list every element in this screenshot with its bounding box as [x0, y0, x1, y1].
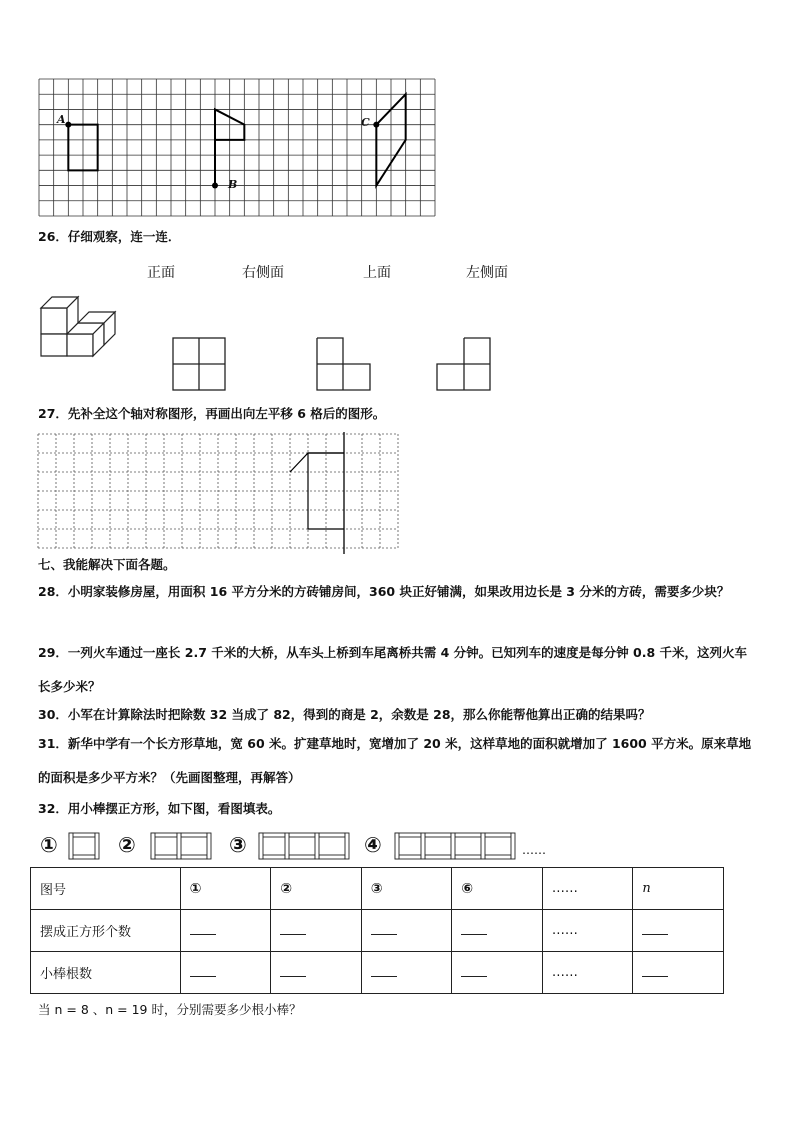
figure-ellipsis: …… — [522, 843, 546, 857]
col-header-2: ② — [271, 868, 362, 910]
answer-blank[interactable] — [633, 952, 724, 994]
question-29: 29．一列火车通过一座长 2.7 千米的大桥，从车头上桥到车尾离桥共需 4 分钟。已知列车的速度是每分钟 0.8 千米，这列火车长多少米？ — [38, 645, 747, 694]
col-header-3: ③ — [361, 868, 452, 910]
question-31: 31．新华中学有一个长方形草地，宽 60 米。扩建草地时，宽增加了 20 米，这样草地的面积就增加了 1600 平方米。原来草地的面积是多少平方米？（先画图整理，再解答） — [38, 736, 752, 785]
figure-number-2: ② — [118, 833, 136, 857]
stick-squares-4 — [392, 830, 520, 862]
view-label-top: 上面 — [363, 265, 391, 281]
view-option-3 — [436, 337, 492, 392]
dotted-grid-symmetry — [38, 432, 402, 556]
view-option-1 — [172, 337, 226, 391]
question-28: 28．小明家装修房屋，用面积 16 平方分米的方砖铺房间，360 块正好铺满，如果改用边长是 3 分米的方砖，需要多少块？ — [38, 584, 730, 599]
ellipsis-cell: …… — [542, 952, 633, 994]
ellipsis-cell: …… — [542, 910, 633, 952]
view-label-right: 右侧面 — [242, 265, 284, 281]
figure-number-4: ④ — [364, 833, 382, 857]
question-32: 32．用小棒摆正方形，如下图，看图填表。 — [38, 801, 281, 816]
figure-number-1: ① — [40, 833, 58, 857]
stick-squares-2 — [148, 830, 220, 862]
answer-blank[interactable] — [180, 910, 271, 952]
row-header-figure: 图号 — [31, 868, 181, 910]
table-row — [31, 910, 724, 952]
question-26: 26．仔细观察，连一连． — [38, 229, 181, 244]
answer-blank[interactable] — [271, 952, 362, 994]
point-b-label: B — [228, 178, 238, 191]
row-header-squares: 摆成正方形个数 — [31, 910, 181, 952]
cube-stack-figure — [38, 294, 122, 358]
answer-blank[interactable] — [452, 910, 543, 952]
figure-number-3: ③ — [229, 833, 247, 857]
view-option-2 — [316, 337, 372, 392]
table-row — [31, 868, 724, 910]
answer-blank[interactable] — [180, 952, 271, 994]
section-7-title: 七、我能解决下面各题。 — [38, 557, 176, 572]
fill-in-table — [30, 867, 724, 994]
answer-blank[interactable] — [452, 952, 543, 994]
answer-blank[interactable] — [633, 910, 724, 952]
question-30: 30．小军在计算除法时把除数 32 当成了 82，得到的商是 2，余数是 28，那么你能帮他算出正确的结果吗？ — [38, 707, 651, 722]
question-32-footer: 当 n = 8 、n = 19 时，分别需要多少根小棒？ — [38, 1002, 302, 1017]
point-a-label: A — [57, 113, 66, 126]
point-c-label: C — [361, 116, 370, 129]
col-header-1: ① — [180, 868, 271, 910]
question-27: 27．先补全这个轴对称图形，再画出向左平移 6 格后的图形。 — [38, 406, 386, 421]
table-row — [31, 952, 724, 994]
answer-blank[interactable] — [361, 952, 452, 994]
col-header-6: ⑥ — [452, 868, 543, 910]
grid-figure-abc — [39, 79, 435, 216]
view-label-front: 正面 — [147, 265, 175, 281]
stick-squares-3 — [256, 830, 352, 862]
stick-squares-1 — [66, 830, 96, 862]
view-label-left: 左侧面 — [466, 265, 508, 281]
col-header-n: n — [633, 868, 724, 910]
row-header-sticks: 小棒根数 — [31, 952, 181, 994]
col-header-ellipsis: …… — [542, 868, 633, 910]
answer-blank[interactable] — [271, 910, 362, 952]
answer-blank[interactable] — [361, 910, 452, 952]
